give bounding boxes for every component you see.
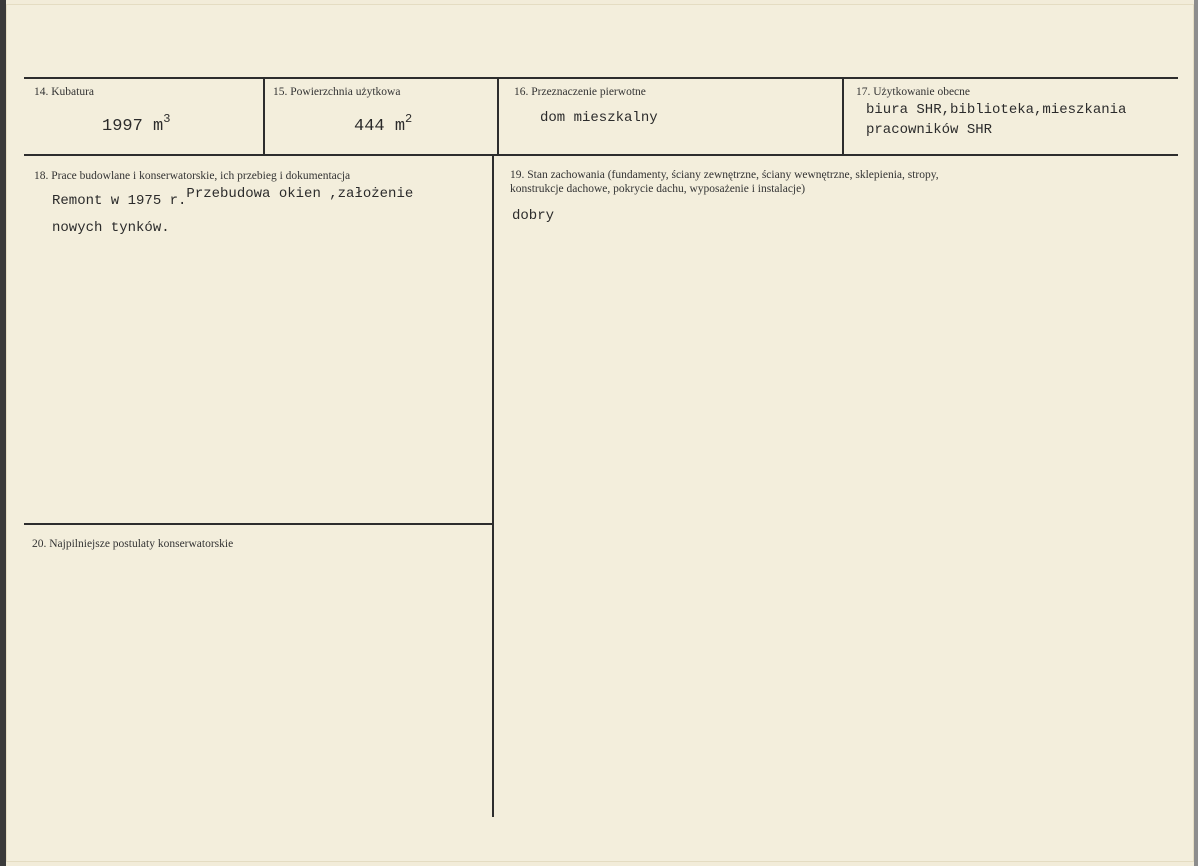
uzytkowanie-label: 17. Użytkowanie obecne	[856, 86, 971, 98]
kubatura-value	[102, 112, 170, 136]
przeznaczenie-label: 16. Przeznaczenie pierwotne	[514, 86, 646, 98]
powierzchnia-unit: m	[394, 117, 406, 136]
main-divider	[492, 155, 494, 817]
postulaty-label: 20. Najpilniejsze postulaty konserwatorskie	[32, 538, 234, 550]
kubatura-number: 1997	[102, 117, 143, 136]
stan-label-line2: konstrukcje dachowe, pokrycie dachu, wyposażenie i instalacje)	[510, 183, 806, 195]
col-divider-14-15	[263, 78, 265, 155]
kubatura-label: 14. Kubatura	[34, 86, 95, 98]
przeznaczenie-value: dom mieszkalny	[540, 110, 658, 126]
powierzchnia-label: 15. Powierzchnia użytkowa	[273, 86, 401, 98]
top-rule	[24, 77, 1178, 79]
uzytkowanie-value-line1: biura SHR,biblioteka,mieszkania	[866, 102, 1127, 118]
uzytkowanie-value-line2: pracowników SHR	[866, 122, 993, 138]
row-divider	[24, 154, 1178, 156]
record-card	[6, 4, 1194, 862]
stan-value: dobry	[512, 208, 555, 224]
section-20-rule	[24, 523, 493, 525]
prace-label: 18. Prace budowlane i konserwatorskie, ich przebieg i dokumentacja	[34, 170, 351, 182]
powierzchnia-value	[354, 112, 412, 136]
prace-value-line1b: Przebudowa okien ,założenie	[186, 186, 414, 202]
prace-value-line2: nowych tynków.	[52, 220, 170, 236]
col-divider-16-17	[842, 78, 844, 155]
powierzchnia-unit-exponent: 2	[405, 112, 413, 126]
powierzchnia-number: 444	[354, 117, 385, 136]
kubatura-unit: m	[153, 117, 164, 136]
kubatura-unit-exponent: 3	[163, 112, 171, 126]
prace-value-line1a: Remont w 1975 r.	[52, 193, 187, 209]
scan-edge-right	[1194, 0, 1198, 866]
prace-value-line1	[52, 186, 414, 209]
stan-label-line1: 19. Stan zachowania (fundamenty, ściany zewnętrzne, ściany wewnętrzne, sklepienia, stropy,	[510, 169, 939, 181]
col-divider-15-16	[497, 78, 499, 155]
